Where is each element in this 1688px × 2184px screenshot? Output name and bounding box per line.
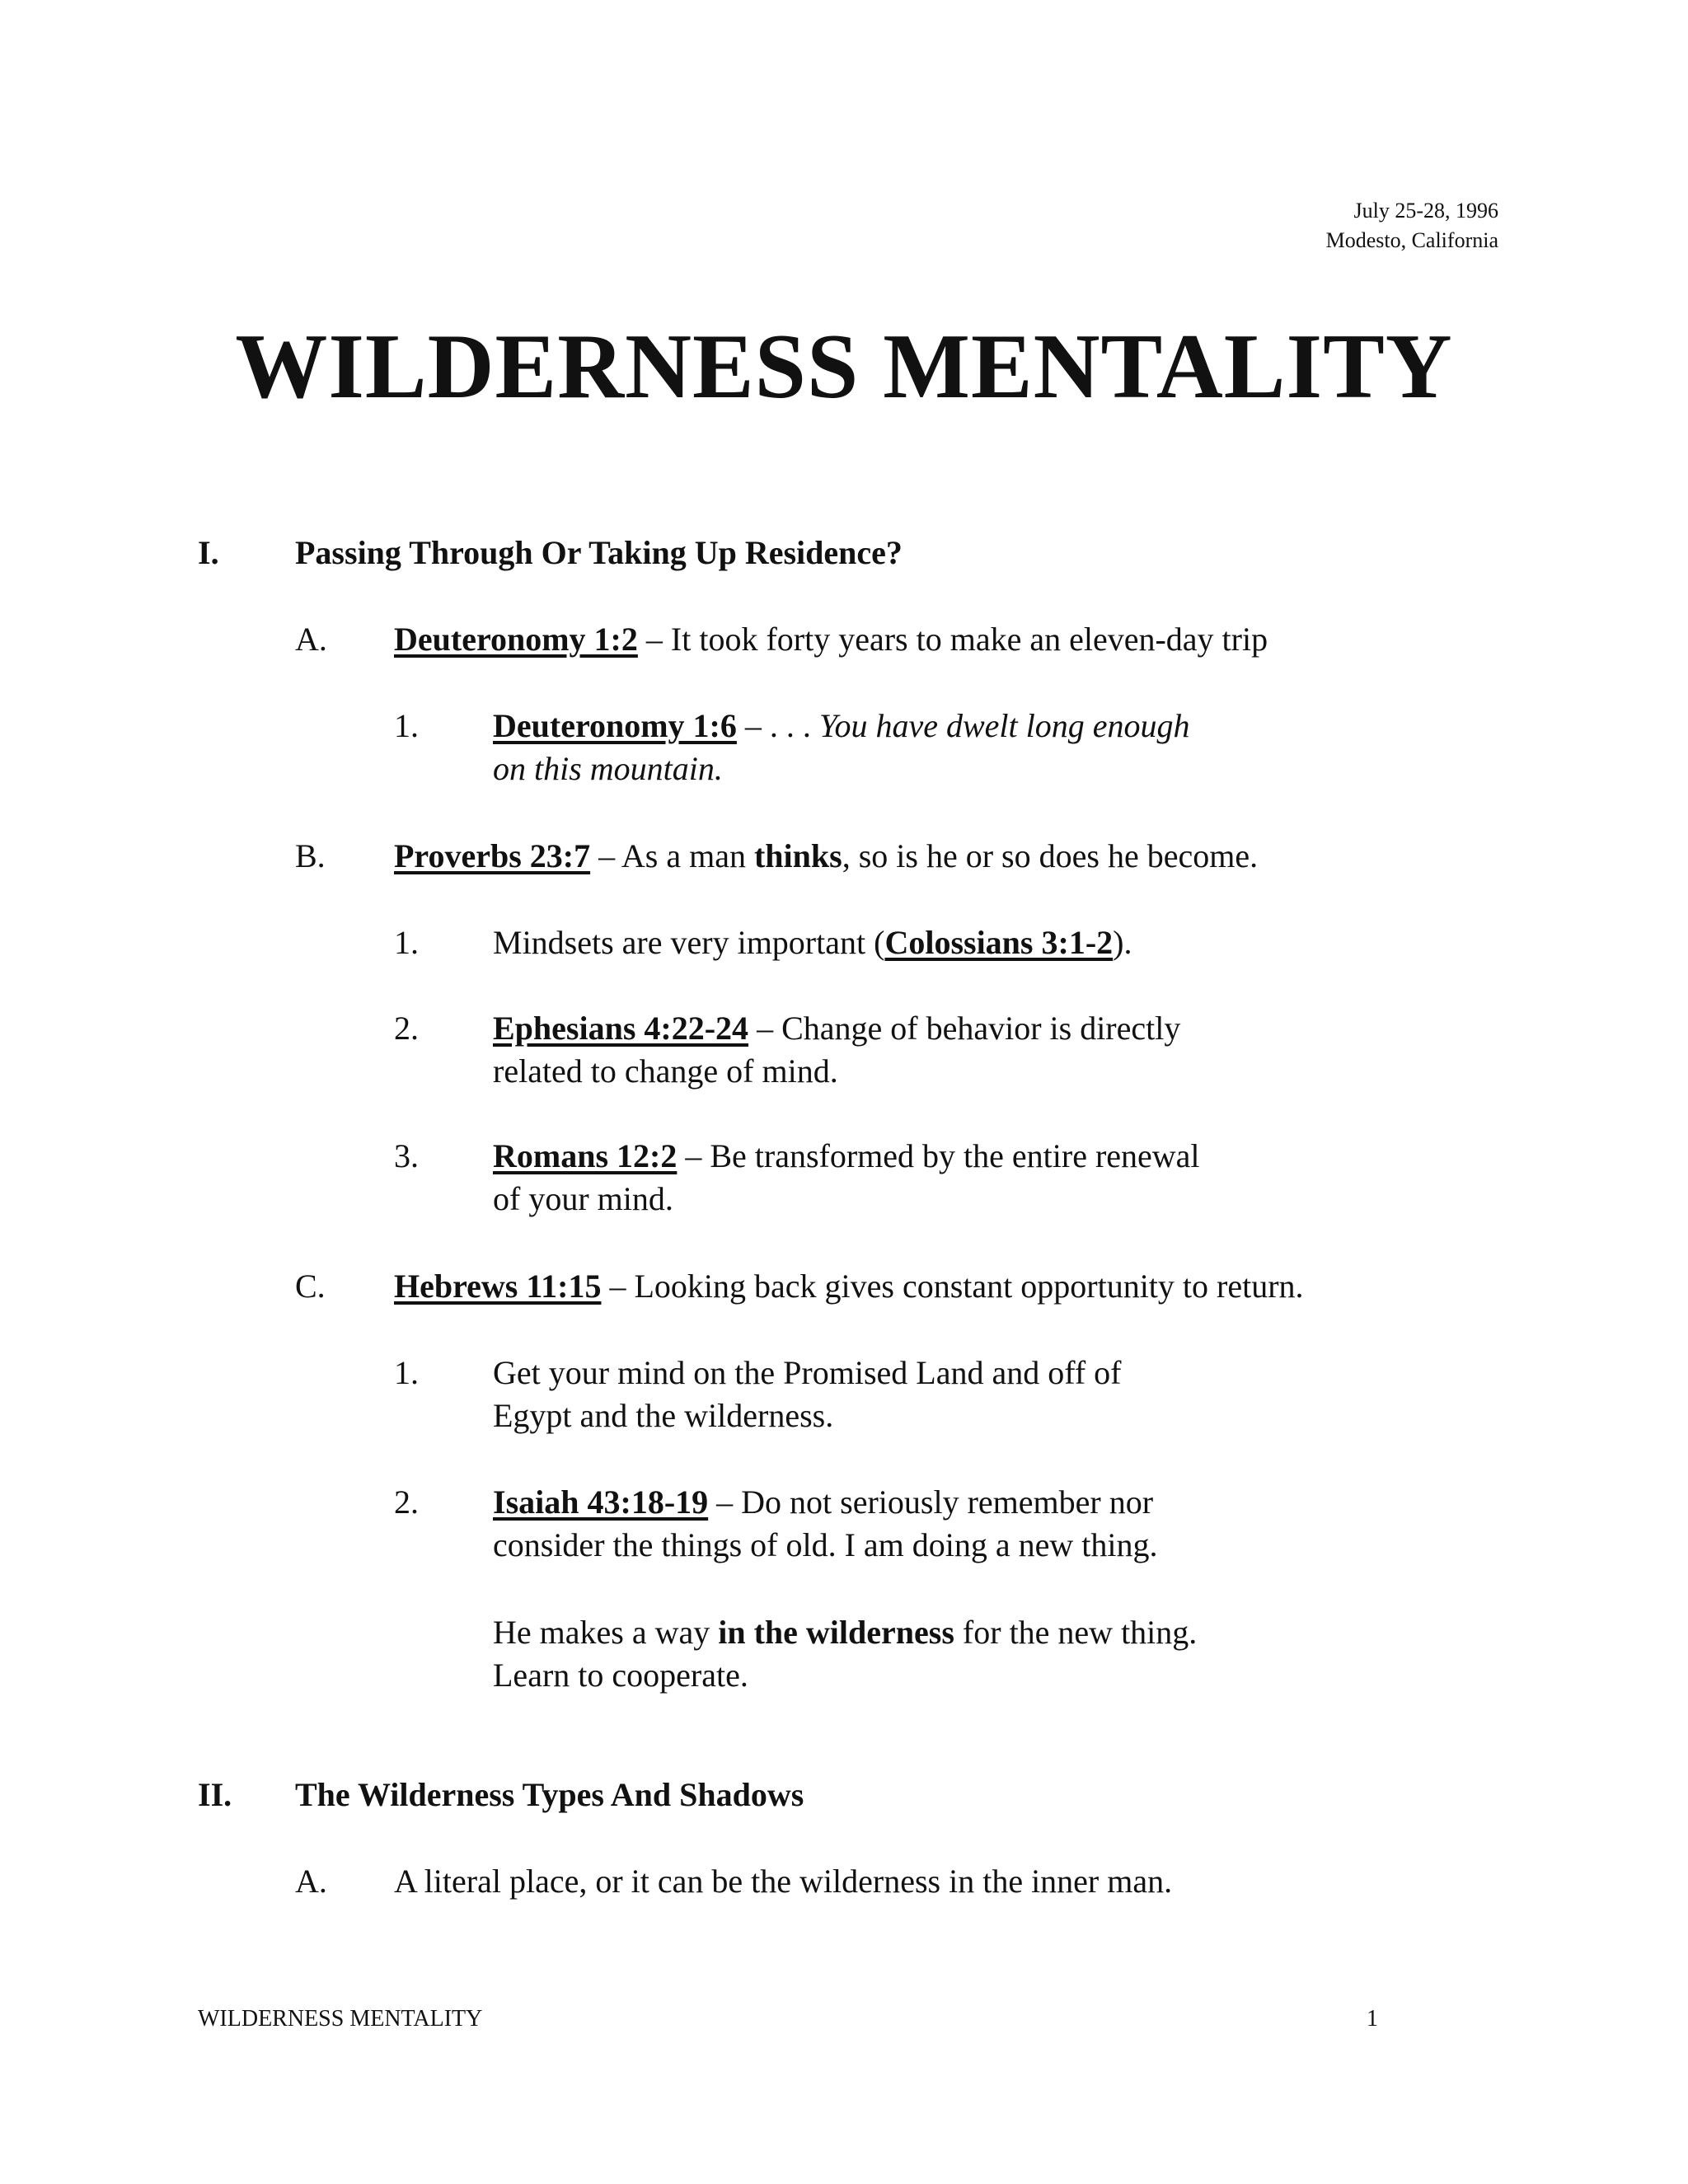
scripture-reference: Colossians 3:1-2 <box>884 924 1114 961</box>
point-description: A literal place, or it can be the wilderness in the inner man. <box>394 1863 1173 1900</box>
point-description: – It took forty years to make an eleven-day trip <box>637 621 1268 658</box>
scripture-reference: Deuteronomy 1:2 <box>394 621 638 658</box>
header-meta <box>1326 196 1498 255</box>
subpoint-description-continued: Egypt and the wilderness. <box>493 1397 834 1434</box>
subpoint-number: 1. <box>394 707 419 744</box>
point-text <box>394 835 1258 878</box>
subpoint-text <box>493 705 1190 748</box>
emphasis-text: in the wilderness <box>718 1614 954 1651</box>
scripture-quote-continued: on this mountain. <box>493 750 723 787</box>
scripture-reference: Hebrews 11:15 <box>394 1268 602 1305</box>
subpoint-text <box>493 1481 1153 1524</box>
subpoint-text <box>493 1007 1180 1050</box>
subpoint-description-end: ). <box>1113 924 1132 961</box>
point-letter: A. <box>295 621 327 658</box>
scripture-reference: Isaiah 43:18-19 <box>493 1483 709 1521</box>
note-description-continued: Learn to cooperate. <box>493 1657 748 1694</box>
scripture-reference: Ephesians 4:22-24 <box>493 1010 749 1047</box>
point-letter: B. <box>295 837 326 874</box>
note-text <box>493 1611 1197 1654</box>
subpoint-description-continued: of your mind. <box>493 1180 673 1217</box>
subpoint-text <box>493 921 1132 964</box>
note-description: He makes a way <box>493 1614 719 1651</box>
subpoint-number: 2. <box>394 1010 419 1047</box>
section-heading: The Wilderness Types And Shadows <box>295 1776 804 1813</box>
subpoint-number: 2. <box>394 1483 419 1521</box>
scripture-reference: Romans 12:2 <box>493 1137 678 1174</box>
document-title: WILDERNESS MENTALITY <box>235 316 1453 418</box>
subpoint-description-continued: related to change of mind. <box>493 1052 838 1090</box>
event-date: July 25-28, 1996 <box>1353 199 1498 223</box>
point-text <box>394 1265 1304 1308</box>
section-heading: Passing Through Or Taking Up Residence? <box>295 534 903 571</box>
note-description-end: for the new thing. <box>954 1614 1198 1651</box>
subpoint-description: Mindsets are very important ( <box>493 924 885 961</box>
event-location: Modesto, California <box>1325 228 1498 252</box>
scripture-quote: You have dwelt long enough <box>818 707 1190 744</box>
subpoint-description: – Do not seriously remember nor <box>708 1483 1154 1521</box>
emphasis-text: thinks <box>753 837 842 874</box>
subpoint-number: 3. <box>394 1137 419 1174</box>
subpoint-description: – . . . <box>736 707 819 744</box>
subpoint-number: 1. <box>394 1354 419 1391</box>
subpoint-description: – Change of behavior is directly <box>748 1010 1181 1047</box>
point-letter: A. <box>295 1863 327 1900</box>
subpoint-description: Get your mind on the Promised Land and off of <box>493 1354 1122 1391</box>
subpoint-number: 1. <box>394 924 419 961</box>
point-text <box>394 618 1268 661</box>
point-description: – As a man <box>590 837 754 874</box>
point-letter: C. <box>295 1268 326 1305</box>
footer-title: WILDERNESS MENTALITY <box>198 2006 483 2032</box>
subpoint-description-continued: consider the things of old. I am doing a new thing. <box>493 1526 1158 1563</box>
scripture-reference: Deuteronomy 1:6 <box>493 707 737 744</box>
subpoint-description: – Be transformed by the entire renewal <box>677 1137 1200 1174</box>
page-number: 1 <box>1367 2006 1378 2032</box>
point-description-end: , so is he or so does he become. <box>842 837 1259 874</box>
section-numeral: II. <box>198 1776 232 1813</box>
point-description: – Looking back gives constant opportunity to return. <box>601 1268 1304 1305</box>
scripture-reference: Proverbs 23:7 <box>394 837 591 874</box>
subpoint-text <box>493 1135 1200 1178</box>
section-numeral: I. <box>198 534 219 571</box>
